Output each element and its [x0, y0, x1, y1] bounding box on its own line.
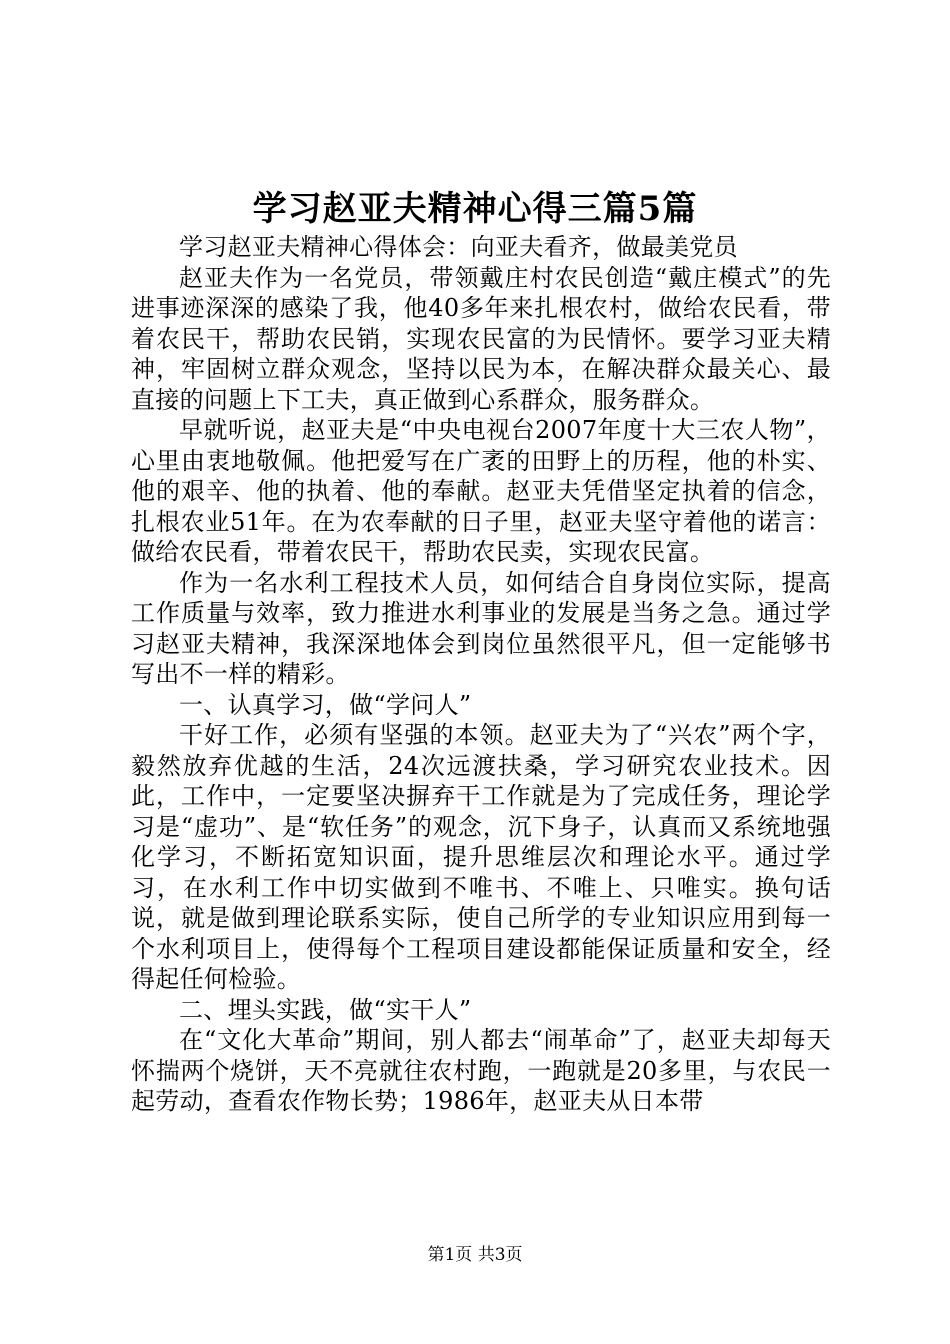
paragraph-practice: 在“文化大革命”期间，别人都去“闹革命”了，赵亚夫却每天怀揣两个烧饼，天不亮就往农村跑，一跑就是20多里，与农民一起劳动，查看农作物长势；1986年，赵亚夫从日本带 — [131, 1026, 831, 1115]
paragraph-intro: 赵亚夫作为一名党员，带领戴庄村农民创造“戴庄模式”的先进事迹深深的感染了我，他40多年来扎根农村，做给农民看，带着农民干，帮助农民销，实现农民富的为民情怀。要学习亚夫精神，牢固树立群众观念，坚持以民为本，在解决群众最关心、最直接的问题上下工夫，真正做到心系群众，服务群众。 — [131, 263, 831, 414]
document-body — [131, 232, 831, 1117]
section-heading-practice: 二、埋头实践，做“实干人” — [179, 995, 472, 1024]
paragraph-heard: 早就听说，赵亚夫是“中央电视台2007年度十大三农人物”，心里由衷地敬佩。他把爱写在广袤的田野上的历程，他的朴实、他的艰辛、他的执着、他的奉献。赵亚夫凭借坚定执着的信念，扎根农业51年。在为农奉献的日子里，赵亚夫坚守着他的诺言：做给农民看，带着农民干，帮助农民卖，实现农民富。 — [131, 416, 831, 566]
paragraph-study: 干好工作，必须有坚强的本领。赵亚夫为了“兴农”两个字，毅然放弃优越的生活，24次远渡扶桑，学习研究农业技术。因此，工作中，一定要坚决摒弃干工作就是为了完成任务，理论学习是“虚功”、是“软任务”的观念，沉下身子，认真而又系统地强化学习，不断拓宽知识面，提升思维层次和理论水平。通过学习，在水利工作中切实做到不唯书、不唯上、只唯实。换句话说，就是做到理论联系实际，使自己所学的专业知识应用到每一个水利项目上，使得每个工程项目建设都能保证质量和安全，经得起任何检验。 — [131, 721, 831, 993]
document-title: 学习赵亚夫精神心得三篇5篇 — [252, 189, 698, 229]
page-number-footer: 第1页 共3页 — [427, 1245, 523, 1265]
paragraph-subtitle: 学习赵亚夫精神心得体会：向亚夫看齐，做最美党员 — [179, 233, 738, 261]
paragraph-role: 作为一名水利工程技术人员，如何结合自身岗位实际，提高工作质量与效率，致力推进水利事业的发展是当务之急。通过学习赵亚夫精神，我深深地体会到岗位虽然很平凡，但一定能够书写出不一样的精彩。 — [131, 568, 831, 688]
section-heading-study: 一、认真学习，做“学问人” — [179, 690, 472, 719]
